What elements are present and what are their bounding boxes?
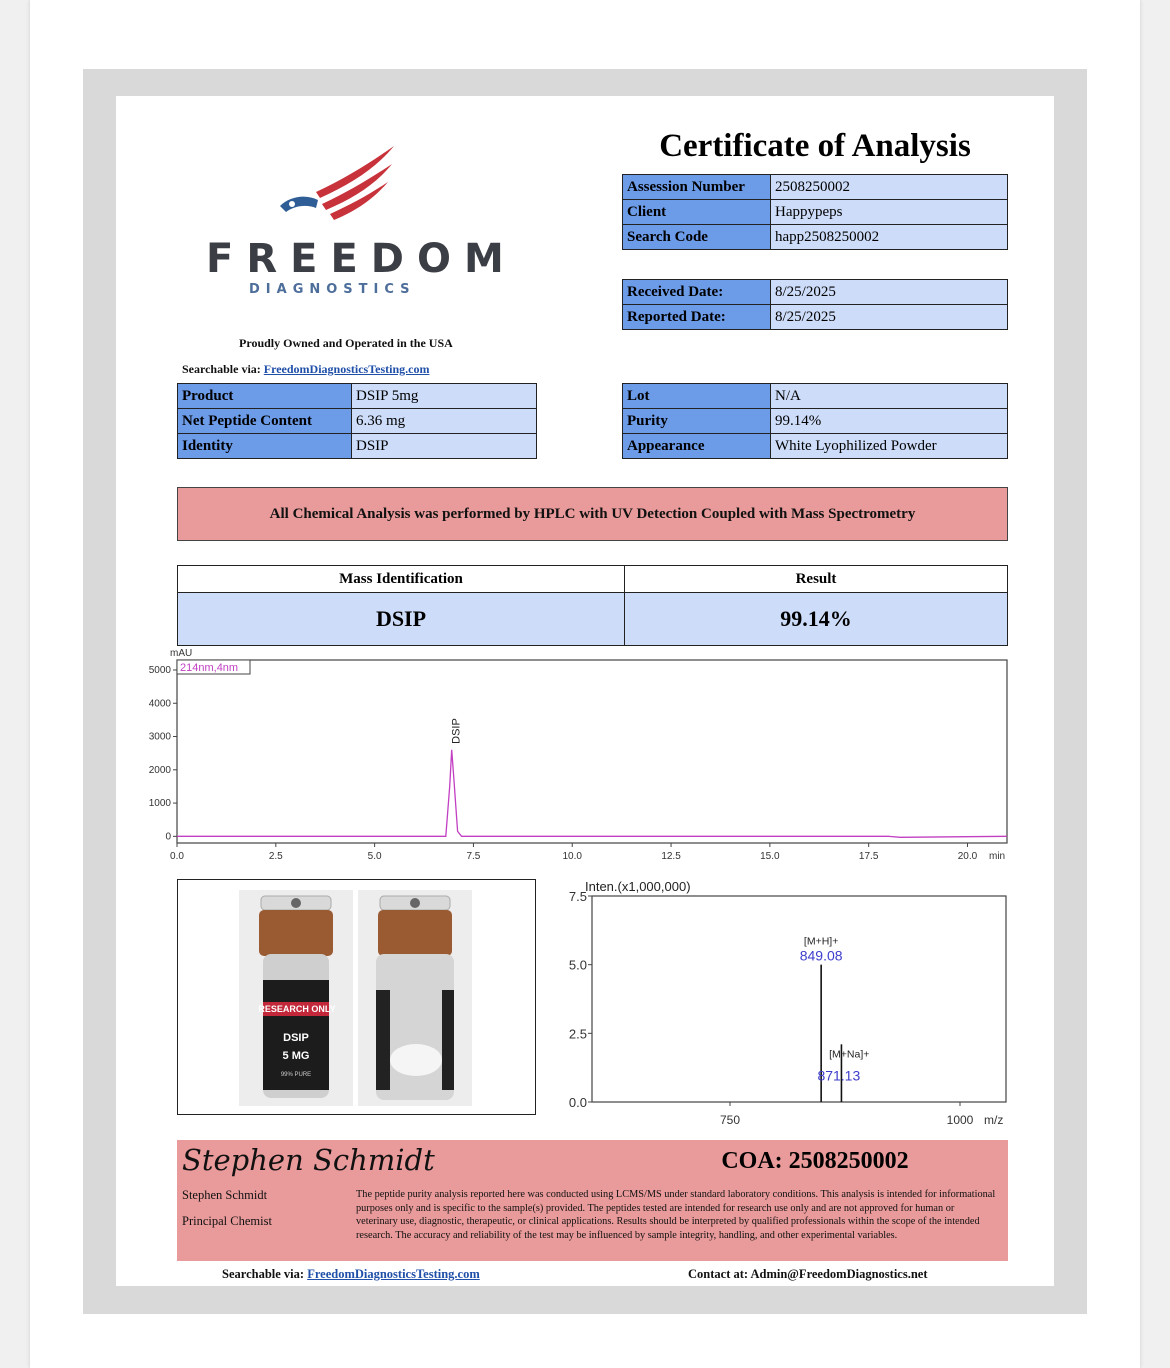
method-banner bbox=[177, 487, 1008, 541]
product-value: DSIP 5mg bbox=[352, 384, 537, 409]
table-row bbox=[178, 409, 537, 434]
searchable-link[interactable]: FreedomDiagnosticsTesting.com bbox=[263, 362, 430, 376]
result-table bbox=[177, 565, 1008, 646]
logo-wordmark: FREEDOM bbox=[206, 236, 517, 282]
logo-subtitle: DIAGNOSTICS bbox=[249, 282, 416, 297]
table-row bbox=[623, 434, 1008, 459]
chrom-y-tick-label: 3000 bbox=[148, 731, 171, 743]
product-table bbox=[177, 383, 537, 459]
chrom-x-tick-label: 2.5 bbox=[268, 851, 283, 862]
footer-contact: Contact at: Admin@FreedomDiagnostics.net bbox=[688, 1267, 928, 1281]
eagle-flag-logo-icon bbox=[276, 142, 400, 224]
ms-y-title: Inten.(x1,000,000) bbox=[585, 879, 691, 894]
ms-y-tick-label: 7.5 bbox=[568, 889, 587, 904]
ms-y-tick-label: 2.5 bbox=[568, 1026, 587, 1042]
table-row bbox=[178, 384, 537, 409]
info-label: Client bbox=[623, 200, 771, 225]
vial-photo-front bbox=[239, 890, 353, 1106]
date-label: Reported Date: bbox=[623, 305, 771, 330]
info-label: Search Code bbox=[623, 225, 771, 250]
chrom-y-tick-label: 5000 bbox=[148, 664, 171, 676]
chrom-x-tick-label: 20.0 bbox=[957, 851, 978, 862]
disclaimer-text: The peptide purity analysis reported here was conducted using LCMS/MS under standard laboratory conditions. This analysis is intended for informational purposes only and is specific to the sample(s) provided. The peptides tested are intended for research use only and are not approved for human or veterinary use, diagnostic, therapeutic, or clinical applications. Results should be interpreted by qualified professionals within the scope of the intended research. The accuracy and reliability of the test may be influenced by sample integrity, handling, and other experimental variables. bbox=[356, 1189, 996, 1241]
vial-band-text: RESEARCH ONLY bbox=[258, 1004, 336, 1014]
chrom-channel-label: 214nm,4nm bbox=[180, 662, 239, 674]
table-row bbox=[623, 225, 1008, 250]
chrom-y-unit: mAU bbox=[170, 648, 193, 659]
chrom-y-tick-label: 0 bbox=[165, 831, 171, 843]
date-label: Received Date: bbox=[623, 280, 771, 305]
chemist-name: Stephen Schmidt bbox=[182, 1188, 268, 1202]
ms-x-tick-label: 750 bbox=[719, 1113, 741, 1127]
searchable-label: Searchable via: bbox=[182, 362, 261, 376]
header-info-table bbox=[622, 174, 1008, 250]
dates-table bbox=[622, 279, 1008, 330]
chrom-x-tick-label: 0.0 bbox=[170, 851, 184, 862]
vial-side-icon bbox=[358, 890, 472, 1106]
lot-table bbox=[622, 383, 1008, 459]
vial-name-text: DSIP bbox=[283, 1032, 309, 1044]
vial-photo-side bbox=[358, 890, 472, 1106]
info-value: 2508250002 bbox=[771, 175, 1008, 200]
ms-peak2-mz: 871.13 bbox=[817, 1067, 861, 1084]
table-row bbox=[623, 175, 1008, 200]
product-photo-box bbox=[177, 879, 536, 1115]
chrom-x-axis bbox=[170, 843, 978, 862]
table-row bbox=[178, 593, 1008, 646]
chrom-y-tick-label: 4000 bbox=[148, 698, 171, 710]
chrom-peak-label: DSIP bbox=[450, 718, 463, 744]
product-label: Identity bbox=[178, 434, 352, 459]
ms-y-tick-label: 5.0 bbox=[568, 957, 587, 973]
chemist-title: Principal Chemist bbox=[182, 1214, 272, 1228]
footer-searchable bbox=[222, 1267, 480, 1282]
result-cell: 99.14% bbox=[625, 593, 1008, 646]
ms-plot-frame bbox=[592, 896, 1006, 1102]
method-banner-text: All Chemical Analysis was performed by HPLC with UV Detection Coupled with Mass Spectrometry bbox=[269, 505, 916, 522]
lot-label: Purity bbox=[623, 409, 771, 434]
vial-purity-text: 99% PURE bbox=[280, 1072, 312, 1078]
info-value: happ2508250002 bbox=[771, 225, 1008, 250]
column-header: Mass Identification bbox=[178, 566, 625, 593]
hplc-chromatogram bbox=[140, 645, 1020, 867]
chrom-x-tick-label: 12.5 bbox=[661, 851, 681, 862]
chrom-y-axis bbox=[149, 665, 177, 842]
ms-x-unit: m/z bbox=[984, 1113, 1004, 1127]
mass-spectrum bbox=[556, 876, 1012, 1134]
chrom-y-tick-label: 1000 bbox=[148, 798, 171, 810]
chrom-x-unit: min bbox=[989, 851, 1006, 862]
lot-value: 99.14% bbox=[771, 409, 1008, 434]
page-title: Certificate of Analysis bbox=[659, 128, 971, 164]
date-value: 8/25/2025 bbox=[771, 305, 1008, 330]
footer-search-link[interactable]: FreedomDiagnosticsTesting.com bbox=[307, 1267, 480, 1281]
ms-x-axis bbox=[720, 1102, 1012, 1127]
lot-value: N/A bbox=[771, 384, 1008, 409]
ms-y-axis bbox=[569, 889, 592, 1110]
lot-label: Lot bbox=[623, 384, 771, 409]
ms-y-tick-label: 0.0 bbox=[568, 1095, 587, 1110]
chrom-plot-frame bbox=[177, 660, 1007, 843]
table-row bbox=[623, 305, 1008, 330]
searchable-line bbox=[182, 362, 429, 377]
coa-number: COA: 2508250002 bbox=[721, 1148, 909, 1174]
product-value: 6.36 mg bbox=[352, 409, 537, 434]
chrom-trace bbox=[177, 750, 1007, 838]
vial-dose-text: 5 MG bbox=[282, 1050, 310, 1062]
signature: Stephen Schmidt bbox=[182, 1143, 435, 1177]
product-label: Product bbox=[178, 384, 352, 409]
lot-value: White Lyophilized Powder bbox=[771, 434, 1008, 459]
date-value: 8/25/2025 bbox=[771, 280, 1008, 305]
product-label: Net Peptide Content bbox=[178, 409, 352, 434]
chrom-x-tick-label: 10.0 bbox=[562, 851, 582, 862]
chrom-x-tick-label: 7.5 bbox=[466, 851, 481, 862]
info-value: Happypeps bbox=[771, 200, 1008, 225]
lot-label: Appearance bbox=[623, 434, 771, 459]
product-value: DSIP bbox=[352, 434, 537, 459]
chrom-x-tick-label: 15.0 bbox=[760, 851, 780, 862]
info-label: Assession Number bbox=[623, 175, 771, 200]
table-row bbox=[623, 200, 1008, 225]
table-row bbox=[178, 434, 537, 459]
identity-cell: DSIP bbox=[178, 593, 625, 646]
ms-x-tick-label: 1000 bbox=[946, 1113, 974, 1127]
table-row bbox=[623, 280, 1008, 305]
column-header: Result bbox=[625, 566, 1008, 593]
chrom-y-tick-label: 2000 bbox=[148, 764, 171, 776]
ms-peak1-mz: 849.08 bbox=[799, 947, 843, 964]
table-row bbox=[623, 384, 1008, 409]
table-row bbox=[623, 409, 1008, 434]
ms-peak1-label: [M+H]+ bbox=[803, 935, 839, 948]
owned-statement: Proudly Owned and Operated in the USA bbox=[239, 336, 453, 350]
chrom-x-tick-label: 17.5 bbox=[858, 851, 879, 862]
ms-peak2-label: [M+Na]+ bbox=[829, 1048, 870, 1061]
table-header-row bbox=[178, 566, 1008, 593]
chrom-x-tick-label: 5.0 bbox=[367, 851, 382, 862]
footer-search-label: Searchable via: bbox=[222, 1267, 305, 1281]
